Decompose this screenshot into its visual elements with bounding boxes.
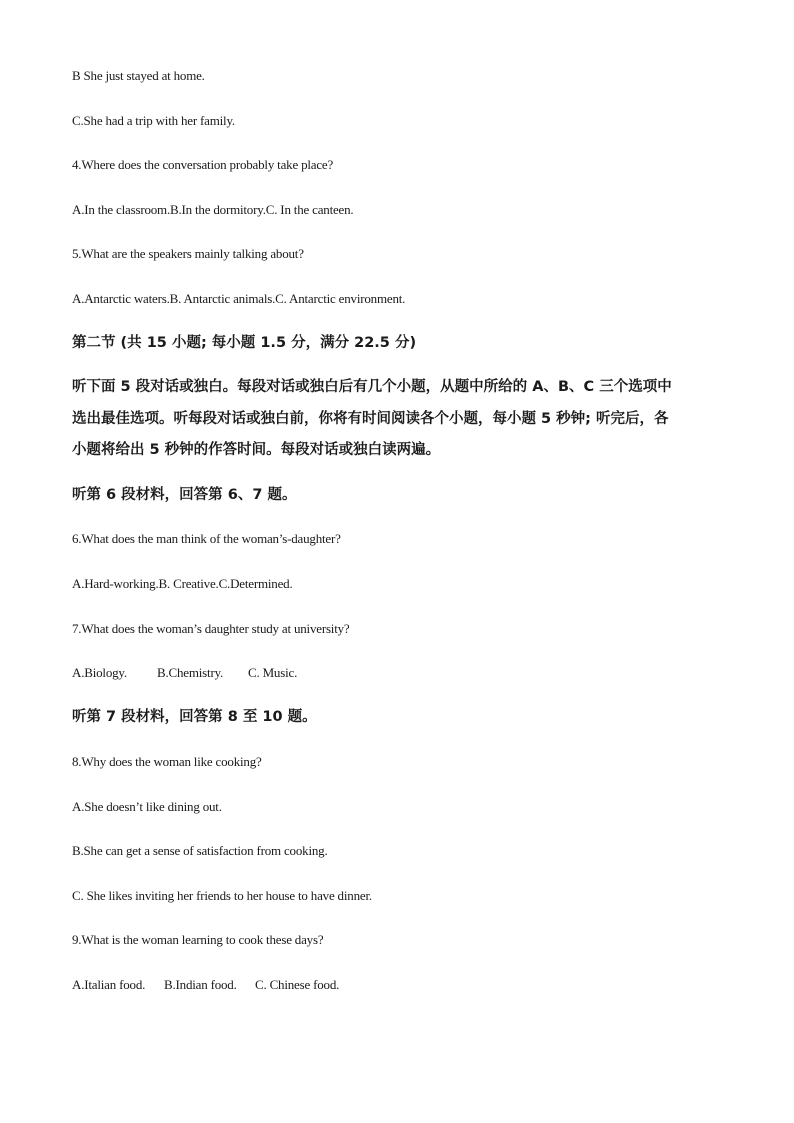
q3-option-c: C.She had a trip with her family.	[72, 113, 235, 128]
question-4-options: A.In the classroom.B.In the dormitory.C. In the canteen.	[72, 202, 354, 217]
q9-option-c: C. Chinese food.	[255, 977, 340, 992]
question-9-options	[72, 976, 339, 994]
q9-option-b: B.Indian food.	[164, 977, 237, 992]
question-8-option-c: C. She likes inviting her friends to her house to have dinner.	[72, 888, 372, 903]
question-6-options: A.Hard-working.B. Creative.C.Determined.	[72, 576, 293, 591]
instructions-line-1: 听下面 5 段对话或独白。每段对话或独白后有几个小题，从题中所给的 A、B、C 三个选项中	[72, 379, 672, 395]
question-8-option-a: A.She doesn’t like dining out.	[72, 799, 222, 814]
question-4: 4.Where does the conversation probably take place?	[72, 157, 334, 172]
q7-option-c: C. Music.	[248, 665, 298, 680]
question-8: 8.Why does the woman like cooking?	[72, 754, 262, 769]
question-9: 9.What is the woman learning to cook these days?	[72, 932, 324, 947]
instructions-line-2: 选出最佳选项。听每段对话或独白前，你将有时间阅读各个小题，每小题 5 秒钟; 听完后，各	[72, 411, 669, 427]
question-5: 5.What are the speakers mainly talking about?	[72, 246, 304, 261]
section-2-heading: 第二节 (共 15 小题; 每小题 1.5 分，满分 22.5 分)	[72, 335, 417, 351]
question-7: 7.What does the woman’s daughter study at university?	[72, 621, 350, 636]
q7-option-a: A.Biology.	[72, 665, 127, 680]
question-5-options: A.Antarctic waters.B. Antarctic animals.C. Antarctic environment.	[72, 291, 406, 306]
question-6: 6.What does the man think of the woman’s-daughter?	[72, 531, 341, 546]
passage-7-heading: 听第 7 段材料，回答第 8 至 10 题。	[72, 709, 317, 725]
instructions-line-3: 小题将给出 5 秒钟的作答时间。每段对话或独白读两遍。	[72, 442, 441, 458]
q7-option-b: B.Chemistry.	[157, 665, 224, 680]
q3-option-b: B She just stayed at home.	[72, 68, 205, 83]
question-8-option-b: B.She can get a sense of satisfaction from cooking.	[72, 843, 328, 858]
question-7-options	[72, 664, 297, 682]
q9-option-a: A.Italian food.	[72, 977, 146, 992]
passage-6-heading: 听第 6 段材料，回答第 6、7 题。	[72, 487, 297, 503]
